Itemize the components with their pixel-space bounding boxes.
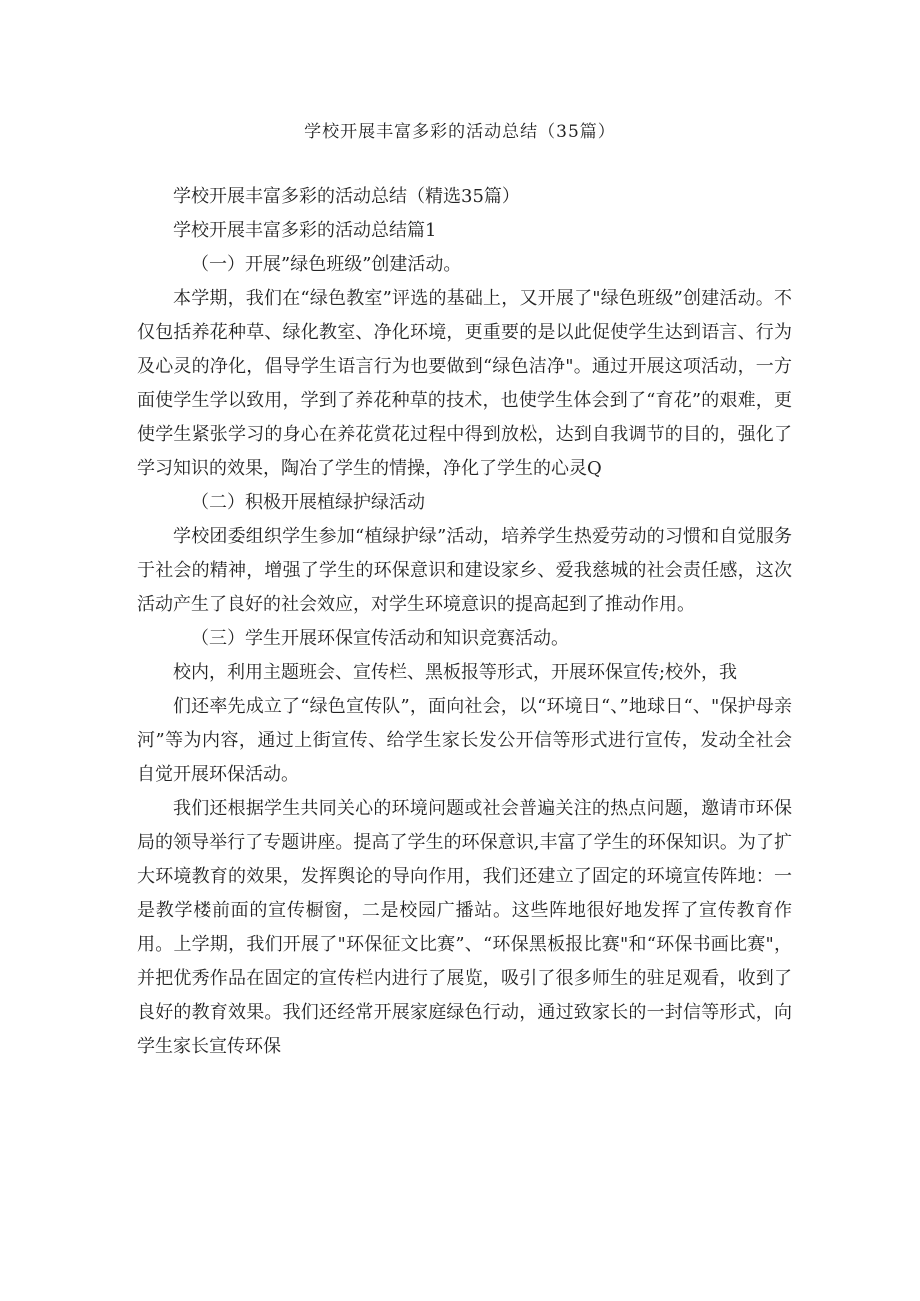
section2-heading: （二）积极开展植绿护绿活动 — [191, 492, 425, 513]
document-title: 学校开展丰富多彩的活动总结（35篇） — [304, 122, 616, 142]
section1-paragraph: 本学期，我们在“绿色教室”评选的基础上，又开展了"绿色班级”创建活动。不仅包括养花种草、绿化教室、净化环境，更重要的是以此促使学生达到语言、行为及心灵的净化，倡导学生语言行为也要做到“绿色洁净"。通过开展这项活动，一方面使学生学以致用，学到了养花种草的技术，也使学生体会到了“育花”的艰难，更使学生紧张学习的身心在养花赏花过程中得到放松，达到自我调节的目的，强化了学习知识的效果，陶冶了学生的情操，净化了学生的心灵Q — [137, 288, 792, 479]
section1-heading: （一）开展”绿色班级”创建活动。 — [191, 254, 462, 275]
document-subtitle: 学校开展丰富多彩的活动总结（精选35篇） — [173, 186, 520, 207]
document-body — [137, 180, 792, 1064]
section3-paragraph-a: 校内，利用主题班会、宣传栏、黑板报等形式，开展环保宣传;校外，我 — [173, 662, 738, 683]
section2-paragraph: 学校团委组织学生参加“植绿护绿”活动，培养学生热爱劳动的习惯和自觉服务于社会的精神，增强了学生的环保意识和建设家乡、爱我慈城的社会责任感，这次活动产生了良好的社会效应，对学生环境意识的提高起到了推动作用。 — [137, 526, 792, 615]
section3-paragraph-b: 们还率先成立了“绿色宣传队”，面向社会，以“环境日“、”地球日“、"保护母亲河”等为内容，通过上街宣传、给学生家长发公开信等形式进行宣传，发动全社会自觉开展环保活动。 — [137, 696, 792, 785]
chapter-heading: 学校开展丰富多彩的活动总结篇1 — [173, 220, 437, 241]
section3-paragraph-c: 我们还根据学生共同关心的环境问题或社会普遍关注的热点问题，邀请市环保局的领导举行了专题讲座。提高了学生的环保意识,丰富了学生的环保知识。为了扩大环境教育的效果，发挥舆论的导向作用，我们还建立了固定的环境宣传阵地：一是教学楼前面的宣传橱窗，二是校园广播站。这些阵地很好地发挥了宣传教育作用。上学期，我们开展了"环保征文比赛”、“环保黑板报比赛"和“环保书画比赛"，并把优秀作品在固定的宣传栏内进行了展览，吸引了很多师生的驻足观看，收到了良好的教育效果。我们还经常开展家庭绿色行动，通过致家长的一封信等形式，向学生家长宣传环保 — [137, 798, 792, 1057]
section3-heading: （三）学生开展环保宣传活动和知识竞赛活动。 — [191, 628, 569, 649]
